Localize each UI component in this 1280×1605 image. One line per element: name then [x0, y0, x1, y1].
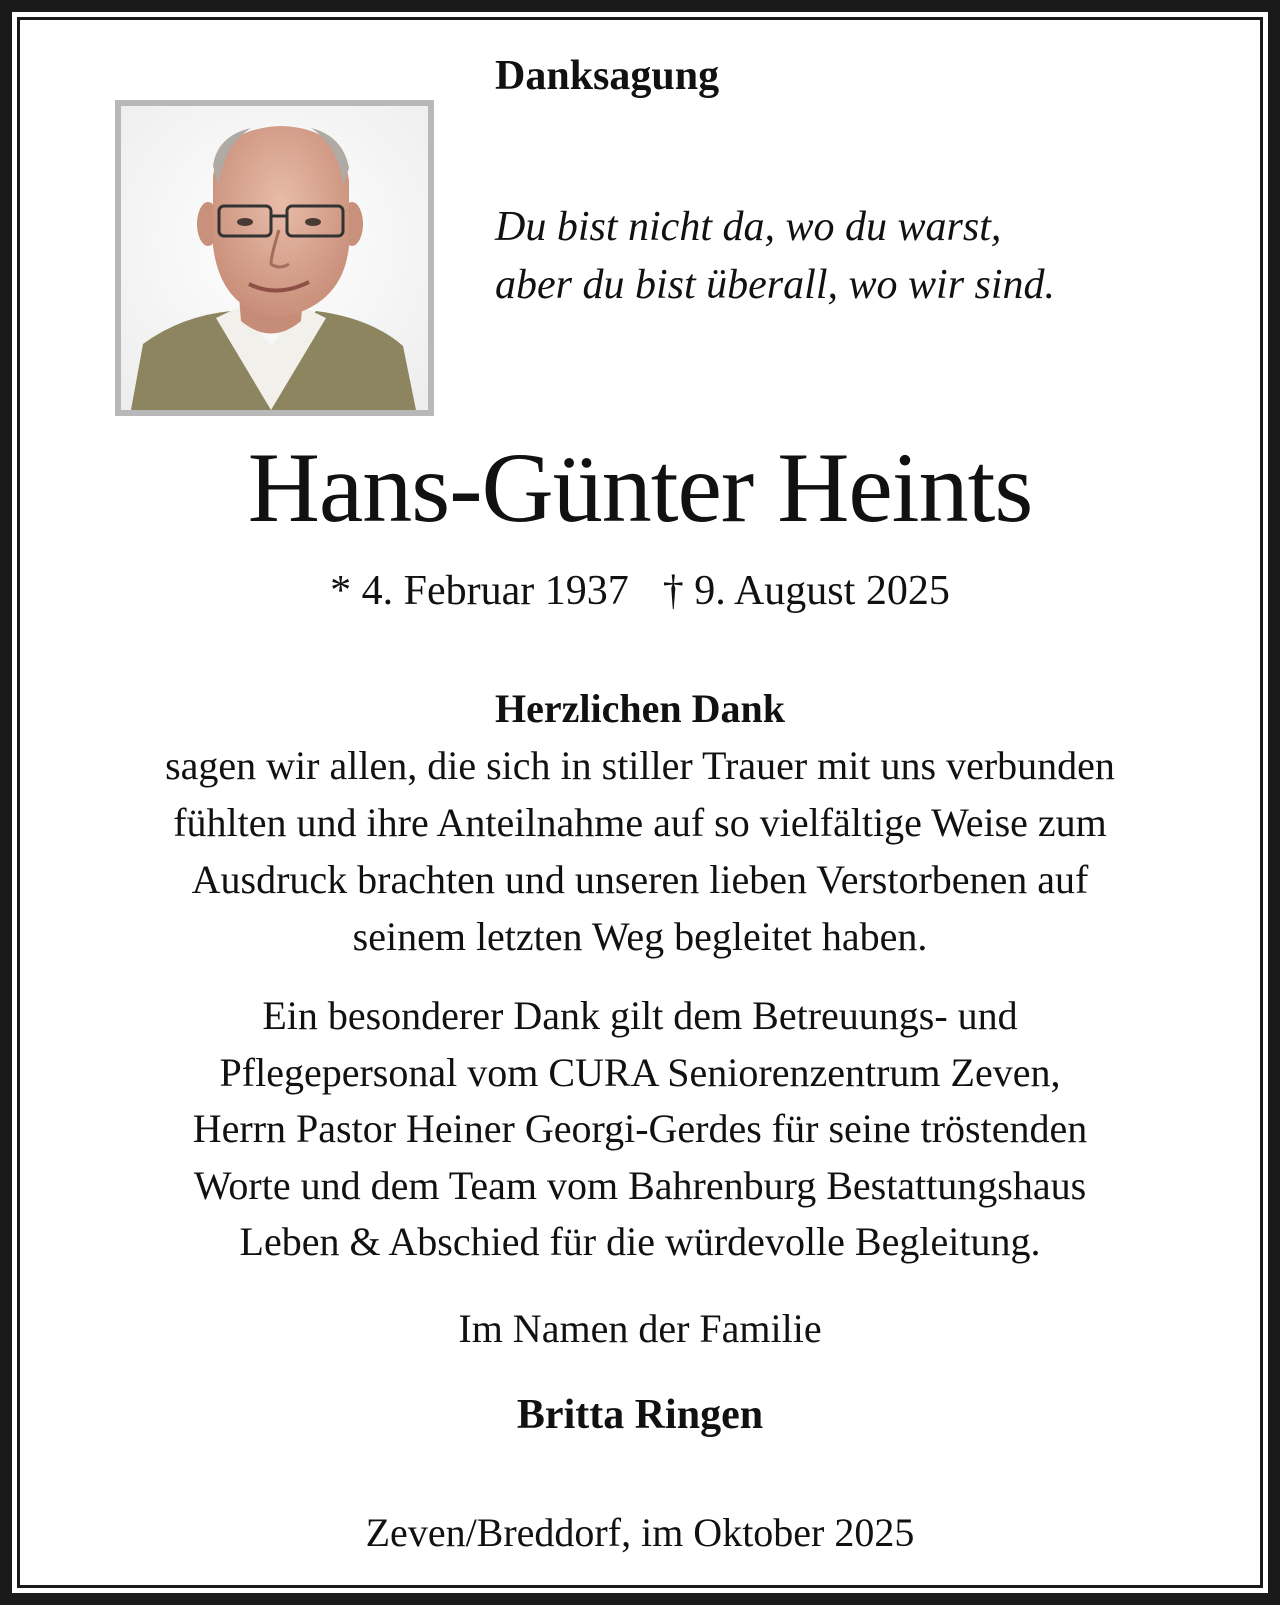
- thanks-line: Ausdruck brachten und unseren lieben Verstorbenen auf: [191, 857, 1089, 902]
- life-dates: [0, 565, 1280, 617]
- memorial-quote: [495, 198, 1055, 314]
- quote-line: aber du bist überall, wo wir sind.: [495, 262, 1056, 308]
- death-date: † 9. August 2025: [662, 568, 950, 614]
- special-thanks-line: Leben & Abschied für die würdevolle Begleitung.: [239, 1219, 1041, 1264]
- special-thanks-line: Herrn Pastor Heiner Georgi-Gerdes für seine tröstenden: [192, 1106, 1088, 1151]
- thanks-line: fühlten und ihre Anteilnahme auf so vielfältige Weise zum: [173, 800, 1107, 845]
- signature-name: Britta Ringen: [516, 1392, 764, 1438]
- quote-line: Du bist nicht da, wo du warst,: [495, 204, 1002, 250]
- family-line: Im Namen der Familie: [458, 1306, 822, 1351]
- thanks-heading: Herzlichen Dank: [495, 686, 785, 731]
- special-thanks-line: Pflegepersonal vom CURA Seniorenzentrum Zeven,: [219, 1049, 1061, 1095]
- birth-date: * 4. Februar 1937: [330, 568, 629, 614]
- special-thanks-line: Ein besonderer Dank gilt dem Betreuungs- und: [262, 993, 1018, 1038]
- portrait-illustration: [121, 106, 428, 410]
- thanks-line: sagen wir allen, die sich in stiller Trauer mit uns verbunden: [165, 743, 1115, 788]
- special-thanks-line: Worte und dem Team vom Bahrenburg Bestattungshaus: [193, 1162, 1087, 1208]
- portrait-photo: [115, 100, 434, 416]
- deceased-name: Hans-Günter Heints: [247, 432, 1033, 543]
- notice-heading: Danksagung: [495, 53, 720, 99]
- thanks-line: seinem letzten Weg begleitet haben.: [352, 914, 928, 959]
- thanks-paragraph: [50, 737, 1230, 965]
- special-thanks-paragraph: [50, 988, 1230, 1271]
- place-date: Zeven/Breddorf, im Oktober 2025: [365, 1510, 915, 1555]
